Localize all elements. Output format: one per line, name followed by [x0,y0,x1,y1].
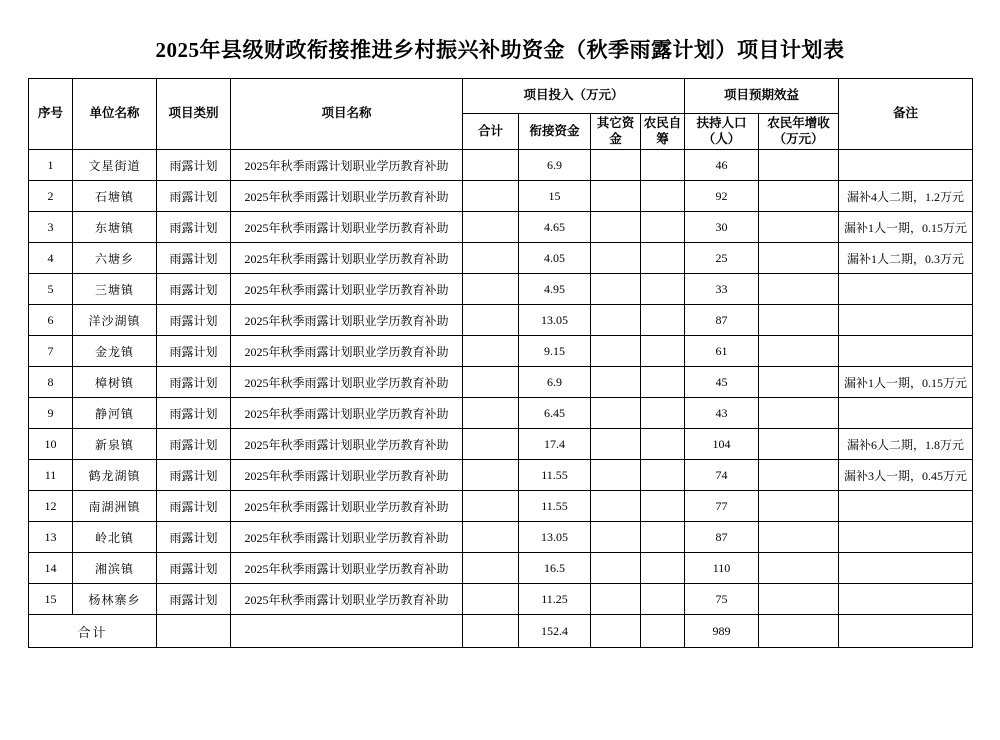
cell-project-name: 2025年秋季雨露计划职业学历教育补助 [231,553,463,584]
cell-seq: 10 [29,429,73,460]
cell-type: 雨露计划 [157,212,231,243]
cell-type: 雨露计划 [157,336,231,367]
cell-income [759,367,839,398]
cell-other-fund [591,212,641,243]
cell-link-fund: 4.05 [519,243,591,274]
total-label: 合计 [29,615,157,648]
cell-income [759,243,839,274]
header-seq: 序号 [29,79,73,150]
cell-project-name: 2025年秋季雨露计划职业学历教育补助 [231,429,463,460]
cell-type: 雨露计划 [157,367,231,398]
cell-link-fund: 17.4 [519,429,591,460]
cell-total [463,491,519,522]
cell-people: 87 [685,305,759,336]
cell-link-fund: 4.65 [519,212,591,243]
cell-farmer-fund [641,181,685,212]
cell-people: 110 [685,553,759,584]
cell-project-name: 2025年秋季雨露计划职业学历教育补助 [231,305,463,336]
header-income: 农民年增收（万元） [759,114,839,150]
cell-income [759,398,839,429]
cell-total [463,305,519,336]
cell-unit: 金龙镇 [73,336,157,367]
cell-seq: 7 [29,336,73,367]
total-people: 989 [685,615,759,648]
cell-people: 61 [685,336,759,367]
table-row [29,429,973,460]
cell-people: 43 [685,398,759,429]
cell-income [759,150,839,181]
table-row [29,367,973,398]
cell-total [463,460,519,491]
cell-project-name: 2025年秋季雨露计划职业学历教育补助 [231,367,463,398]
cell-unit: 三塘镇 [73,274,157,305]
total-income [759,615,839,648]
cell-seq: 15 [29,584,73,615]
cell-farmer-fund [641,522,685,553]
cell-farmer-fund [641,336,685,367]
cell-seq: 8 [29,367,73,398]
cell-type: 雨露计划 [157,429,231,460]
cell-unit: 洋沙湖镇 [73,305,157,336]
cell-type: 雨露计划 [157,305,231,336]
cell-remark: 漏补1人一期，0.15万元 [839,367,973,398]
cell-link-fund: 6.9 [519,367,591,398]
total-total [463,615,519,648]
cell-project-name: 2025年秋季雨露计划职业学历教育补助 [231,398,463,429]
header-name: 项目名称 [231,79,463,150]
table-header [29,79,973,150]
table-body [29,150,973,648]
cell-income [759,460,839,491]
cell-total [463,398,519,429]
cell-total [463,367,519,398]
document-page [0,34,1000,740]
total-farmer-fund [641,615,685,648]
header-other-fund: 其它资金 [591,114,641,150]
cell-other-fund [591,274,641,305]
cell-type: 雨露计划 [157,243,231,274]
cell-seq: 4 [29,243,73,274]
total-link-fund: 152.4 [519,615,591,648]
cell-income [759,274,839,305]
cell-farmer-fund [641,212,685,243]
project-plan-table [28,78,973,648]
cell-seq: 3 [29,212,73,243]
cell-unit: 鹤龙湖镇 [73,460,157,491]
cell-link-fund: 13.05 [519,305,591,336]
cell-income [759,212,839,243]
cell-link-fund: 15 [519,181,591,212]
cell-seq: 9 [29,398,73,429]
cell-total [463,212,519,243]
cell-total [463,553,519,584]
cell-type: 雨露计划 [157,398,231,429]
table-header-row-1 [29,79,973,114]
cell-remark: 漏补1人二期，0.3万元 [839,243,973,274]
cell-project-name: 2025年秋季雨露计划职业学历教育补助 [231,243,463,274]
cell-seq: 14 [29,553,73,584]
cell-seq: 2 [29,181,73,212]
table-row [29,491,973,522]
cell-income [759,336,839,367]
cell-remark [839,336,973,367]
cell-farmer-fund [641,274,685,305]
cell-project-name: 2025年秋季雨露计划职业学历教育补助 [231,212,463,243]
cell-remark [839,553,973,584]
cell-seq: 5 [29,274,73,305]
cell-other-fund [591,150,641,181]
cell-unit: 静河镇 [73,398,157,429]
cell-remark: 漏补4人二期，1.2万元 [839,181,973,212]
table-row [29,398,973,429]
cell-project-name: 2025年秋季雨露计划职业学历教育补助 [231,274,463,305]
cell-other-fund [591,398,641,429]
cell-total [463,243,519,274]
table-row [29,243,973,274]
table-row [29,181,973,212]
table-row [29,150,973,181]
cell-other-fund [591,367,641,398]
cell-farmer-fund [641,398,685,429]
cell-remark [839,522,973,553]
cell-remark [839,150,973,181]
cell-type: 雨露计划 [157,274,231,305]
cell-people: 75 [685,584,759,615]
cell-unit: 东塘镇 [73,212,157,243]
header-invest-group: 项目投入（万元） [463,79,685,114]
cell-total [463,181,519,212]
cell-seq: 1 [29,150,73,181]
table-row [29,212,973,243]
cell-other-fund [591,181,641,212]
table-row [29,336,973,367]
cell-project-name: 2025年秋季雨露计划职业学历教育补助 [231,181,463,212]
cell-other-fund [591,460,641,491]
cell-other-fund [591,336,641,367]
cell-unit: 南湖洲镇 [73,491,157,522]
cell-remark [839,305,973,336]
cell-farmer-fund [641,553,685,584]
cell-remark [839,584,973,615]
cell-project-name: 2025年秋季雨露计划职业学历教育补助 [231,336,463,367]
cell-remark [839,274,973,305]
cell-type: 雨露计划 [157,522,231,553]
cell-people: 77 [685,491,759,522]
header-remark: 备注 [839,79,973,150]
cell-remark: 漏补3人一期，0.45万元 [839,460,973,491]
cell-people: 30 [685,212,759,243]
table-row [29,522,973,553]
cell-link-fund: 16.5 [519,553,591,584]
cell-farmer-fund [641,584,685,615]
cell-total [463,429,519,460]
table-row [29,553,973,584]
cell-people: 104 [685,429,759,460]
table-row [29,274,973,305]
total-remark [839,615,973,648]
cell-total [463,274,519,305]
table-row [29,305,973,336]
table-row [29,460,973,491]
cell-seq: 12 [29,491,73,522]
cell-people: 87 [685,522,759,553]
cell-people: 25 [685,243,759,274]
cell-unit: 六塘乡 [73,243,157,274]
cell-remark: 漏补6人二期，1.8万元 [839,429,973,460]
cell-project-name: 2025年秋季雨露计划职业学历教育补助 [231,522,463,553]
header-link-fund: 衔接资金 [519,114,591,150]
cell-seq: 6 [29,305,73,336]
cell-other-fund [591,305,641,336]
cell-people: 74 [685,460,759,491]
cell-income [759,553,839,584]
cell-type: 雨露计划 [157,491,231,522]
cell-remark [839,398,973,429]
cell-other-fund [591,553,641,584]
cell-income [759,584,839,615]
total-type [157,615,231,648]
cell-other-fund [591,429,641,460]
cell-link-fund: 4.95 [519,274,591,305]
header-unit: 单位名称 [73,79,157,150]
cell-remark [839,491,973,522]
header-type: 项目类别 [157,79,231,150]
cell-seq: 11 [29,460,73,491]
cell-type: 雨露计划 [157,460,231,491]
cell-project-name: 2025年秋季雨露计划职业学历教育补助 [231,150,463,181]
cell-income [759,429,839,460]
cell-income [759,491,839,522]
header-farmer-fund: 农民自筹 [641,114,685,150]
cell-total [463,150,519,181]
header-people: 扶持人口（人） [685,114,759,150]
table-container [0,78,1000,648]
cell-income [759,305,839,336]
total-name [231,615,463,648]
total-other-fund [591,615,641,648]
cell-project-name: 2025年秋季雨露计划职业学历教育补助 [231,491,463,522]
cell-farmer-fund [641,243,685,274]
cell-farmer-fund [641,305,685,336]
cell-unit: 新泉镇 [73,429,157,460]
cell-link-fund: 11.25 [519,584,591,615]
cell-remark: 漏补1人一期，0.15万元 [839,212,973,243]
cell-project-name: 2025年秋季雨露计划职业学历教育补助 [231,584,463,615]
table-total-row [29,615,973,648]
cell-total [463,522,519,553]
cell-unit: 樟树镇 [73,367,157,398]
cell-farmer-fund [641,491,685,522]
cell-income [759,522,839,553]
cell-other-fund [591,584,641,615]
cell-people: 92 [685,181,759,212]
cell-people: 33 [685,274,759,305]
cell-unit: 湘滨镇 [73,553,157,584]
cell-link-fund: 13.05 [519,522,591,553]
cell-people: 45 [685,367,759,398]
cell-link-fund: 6.45 [519,398,591,429]
cell-link-fund: 9.15 [519,336,591,367]
cell-farmer-fund [641,150,685,181]
cell-type: 雨露计划 [157,181,231,212]
cell-farmer-fund [641,460,685,491]
cell-unit: 岭北镇 [73,522,157,553]
cell-unit: 杨林寨乡 [73,584,157,615]
cell-other-fund [591,522,641,553]
cell-people: 46 [685,150,759,181]
cell-seq: 13 [29,522,73,553]
cell-unit: 石塘镇 [73,181,157,212]
cell-farmer-fund [641,367,685,398]
cell-other-fund [591,491,641,522]
cell-unit: 文星街道 [73,150,157,181]
cell-link-fund: 6.9 [519,150,591,181]
table-row [29,584,973,615]
cell-type: 雨露计划 [157,553,231,584]
header-benefit-group: 项目预期效益 [685,79,839,114]
cell-farmer-fund [641,429,685,460]
cell-total [463,336,519,367]
cell-project-name: 2025年秋季雨露计划职业学历教育补助 [231,460,463,491]
cell-other-fund [591,243,641,274]
page-title: 2025年县级财政衔接推进乡村振兴补助资金（秋季雨露计划）项目计划表 [155,38,845,62]
header-total: 合计 [463,114,519,150]
cell-total [463,584,519,615]
cell-type: 雨露计划 [157,150,231,181]
cell-link-fund: 11.55 [519,491,591,522]
cell-income [759,181,839,212]
cell-type: 雨露计划 [157,584,231,615]
cell-link-fund: 11.55 [519,460,591,491]
